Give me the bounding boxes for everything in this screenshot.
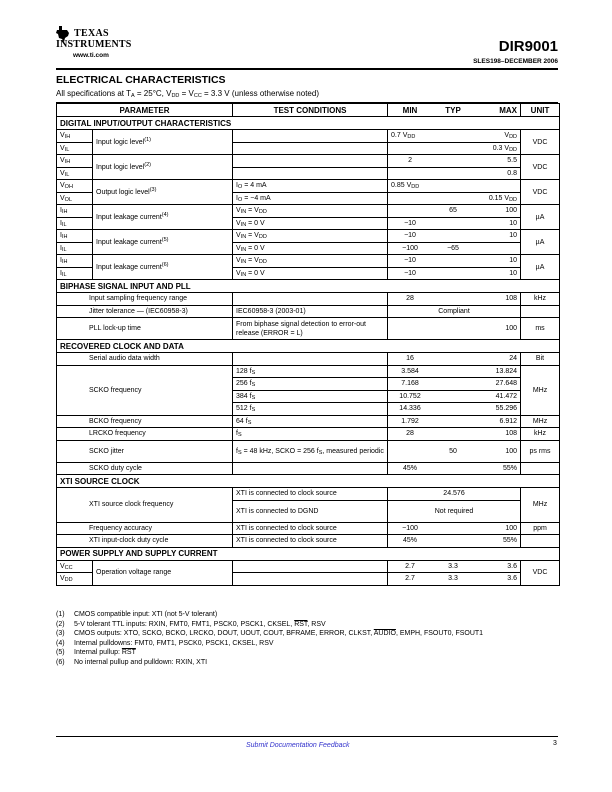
footnote: (4) Internal pulldowns: FMT0, FMT1, PSCK0, PSCK1, CKSEL, RSV <box>56 639 274 647</box>
logo-instruments: INSTRUMENTS <box>56 39 132 50</box>
values: −10 10 <box>388 230 521 243</box>
table-row <box>57 488 560 501</box>
parameter: SCKO jitter <box>57 440 233 462</box>
table-row <box>57 560 560 573</box>
footer-rule <box>56 736 558 737</box>
test-condition: 64 $f_S$ <box>233 415 388 428</box>
test-condition: 512 $f_S$ <box>233 403 388 416</box>
table-row <box>57 353 560 366</box>
col-header-unit: UNIT <box>521 104 560 117</box>
test-condition: $V_{IN} = 0$ V <box>233 217 388 230</box>
parameter: Input logic level$^{(2)}$ <box>93 155 233 180</box>
symbol: $V_{IH}$ <box>57 155 93 168</box>
test-condition: $f_S = 48$ kHz, SCKO = 256 $f_S$, measured periodic <box>233 440 388 462</box>
unit: ps rms <box>521 440 560 462</box>
submit-feedback-link[interactable]: Submit Documentation Feedback <box>246 742 350 749</box>
footnote: (1) CMOS compatible input: XTI (not 5-V tolerant) <box>56 611 218 618</box>
table-row <box>57 255 560 268</box>
values: 0.3 $V_{DD}$ <box>388 142 521 155</box>
unit: VDC <box>521 560 560 585</box>
parameter: SCKO duty cycle <box>57 462 233 475</box>
values: Not required <box>388 500 521 522</box>
values: 7.168 27.648 <box>388 378 521 391</box>
test-condition: From biphase signal detection to error-out release (ERROR = L) <box>233 318 388 340</box>
test-condition: $V_{IN} = V_{DD}$ <box>233 255 388 268</box>
table-row <box>57 462 560 475</box>
symbol: $V_{IH}$ <box>57 130 93 143</box>
values: −100 −65 <box>388 242 521 255</box>
section-row-xti: XTI SOURCE CLOCK <box>57 475 560 488</box>
table-row <box>57 440 560 462</box>
values: −10 10 <box>388 255 521 268</box>
electrical-characteristics-table <box>56 103 560 586</box>
footnote: (5) Internal pullup: $\overline{RST}$ <box>56 649 136 656</box>
table-row <box>57 130 560 143</box>
test-condition: $I_O = 4$ mA <box>233 180 388 193</box>
section-row-recovered: RECOVERED CLOCK AND DATA <box>57 340 560 353</box>
values: 10.752 41.472 <box>388 390 521 403</box>
test-condition: 256 $f_S$ <box>233 378 388 391</box>
section-row-digital: DIGITAL INPUT/OUTPUT CHARACTERISTICS <box>57 117 560 130</box>
values: Compliant <box>388 305 521 318</box>
logo-texas: TEXAS <box>74 28 109 39</box>
values: 0.85 $V_{DD}$ <box>388 180 521 193</box>
unit: MHz <box>521 365 560 415</box>
values: 28 108 <box>388 293 521 306</box>
col-header-min: MIN <box>402 105 418 115</box>
values: 24.576 <box>388 488 521 501</box>
test-condition <box>233 560 388 573</box>
unit <box>521 305 560 318</box>
values: 45% 55% <box>388 535 521 548</box>
table-row <box>57 230 560 243</box>
parameter: Input sampling frequency range <box>57 293 233 306</box>
parameter: PLL lock-up time <box>57 318 233 340</box>
page-number: 3 <box>553 740 557 747</box>
values: 50 100 <box>388 440 521 462</box>
values: −10 10 <box>388 267 521 280</box>
test-condition: $f_S$ <box>233 428 388 441</box>
parameter: Frequency accuracy <box>57 522 233 535</box>
test-condition: $V_{IN} = V_{DD}$ <box>233 205 388 218</box>
symbol: $V_{IL}$ <box>57 167 93 180</box>
symbol: $I_{IL}$ <box>57 217 93 230</box>
unit <box>521 462 560 475</box>
test-condition: $V_{IN} = 0$ V <box>233 267 388 280</box>
table-row <box>57 180 560 193</box>
section-row-power: POWER SUPPLY AND SUPPLY CURRENT <box>57 547 560 560</box>
parameter: XTI source clock frequency <box>57 488 233 523</box>
unit: VDC <box>521 130 560 155</box>
symbol: $I_{IH}$ <box>57 230 93 243</box>
col-header-test-conditions: TEST CONDITIONS <box>233 104 388 117</box>
symbol: $I_{IH}$ <box>57 255 93 268</box>
test-condition <box>233 155 388 168</box>
col-header-typ: TYP <box>445 105 461 115</box>
spec-conditions-note: All specifications at $T_A = 25^\circ C$, $V_{DD} = V_{CC} = 3.3$ V (unless otherwise noted) <box>56 89 319 99</box>
symbol: $V_{DD}$ <box>57 573 93 586</box>
values: 100 <box>388 318 521 340</box>
test-condition <box>233 142 388 155</box>
test-condition <box>233 130 388 143</box>
test-condition: $I_O = -4$ mA <box>233 192 388 205</box>
unit: µA <box>521 230 560 255</box>
footnotes <box>56 610 483 667</box>
section-title: ELECTRICAL CHARACTERISTICS <box>56 74 226 86</box>
test-condition <box>233 167 388 180</box>
col-header-values <box>388 104 521 117</box>
values: 2.7 3.3 3.6 <box>388 573 521 586</box>
symbol: $I_{IH}$ <box>57 205 93 218</box>
footnote: (3) CMOS outputs: XTO, SCKO, BCKO, LRCKO, DOUT, UOUT, COUT, BFRAME, ERROR, CLKST, AUDIO, EMPH, FSOUT0, FSOUT1 <box>56 630 484 637</box>
test-condition <box>233 462 388 475</box>
table-row <box>57 318 560 340</box>
test-condition <box>233 573 388 586</box>
test-condition <box>233 293 388 306</box>
parameter: Input logic level$^{(1)}$ <box>93 130 233 155</box>
parameter: Output logic level$^{(3)}$ <box>93 180 233 205</box>
parameter: BCKO frequency <box>57 415 233 428</box>
unit: µA <box>521 255 560 280</box>
table-row <box>57 415 560 428</box>
symbol: $V_{CC}$ <box>57 560 93 573</box>
parameter: Jitter tolerance — (IEC60958-3) <box>57 305 233 318</box>
table-row <box>57 155 560 168</box>
parameter: Operation voltage range <box>93 560 233 585</box>
test-condition: IEC60958-3 (2003-01) <box>233 305 388 318</box>
unit: ms <box>521 318 560 340</box>
test-condition: XTI is connected to clock source <box>233 522 388 535</box>
test-condition: $V_{IN} = 0$ V <box>233 242 388 255</box>
footnote: (6) No internal pullup and pulldown: RXIN, XTI <box>56 658 208 666</box>
table-row <box>57 535 560 548</box>
symbol: $V_{OH}$ <box>57 180 93 193</box>
logo-url[interactable]: www.ti.com <box>73 52 109 59</box>
table-row <box>57 293 560 306</box>
col-header-parameter: PARAMETER <box>57 104 233 117</box>
unit <box>521 535 560 548</box>
values: 45% 55% <box>388 462 521 475</box>
unit: Bit <box>521 353 560 366</box>
table-row <box>57 305 560 318</box>
symbol: $I_{IL}$ <box>57 242 93 255</box>
table-header-row <box>57 104 560 117</box>
values: 2.7 3.3 3.6 <box>388 560 521 573</box>
parameter: SCKO frequency <box>57 365 233 415</box>
parameter: Input leakage current$^{(4)}$ <box>93 205 233 230</box>
test-condition: 384 $f_S$ <box>233 390 388 403</box>
test-condition: XTI is connected to clock source <box>233 488 388 501</box>
values: 0.7 $V_{DD}$ $V_{DD}$ <box>388 130 521 143</box>
section-row-biphase: BIPHASE SIGNAL INPUT AND PLL <box>57 280 560 293</box>
ti-logo <box>56 26 136 64</box>
parameter: Input leakage current$^{(5)}$ <box>93 230 233 255</box>
values: 1.792 6.912 <box>388 415 521 428</box>
parameter: XTI input-clock duty cycle <box>57 535 233 548</box>
table-row <box>57 365 560 378</box>
values: −100 100 <box>388 522 521 535</box>
parameter: Serial audio data width <box>57 353 233 366</box>
unit: MHz <box>521 488 560 523</box>
unit: µA <box>521 205 560 230</box>
header-rule <box>56 68 558 70</box>
footnote: (2) 5-V tolerant TTL inputs: RXIN, FMT0, FMT1, PSCK0, PSCK1, CKSEL, $\overline{RST}$, RSV <box>56 620 326 628</box>
table-row <box>57 428 560 441</box>
test-condition: XTI is connected to clock source <box>233 535 388 548</box>
table-row <box>57 522 560 535</box>
unit: ppm <box>521 522 560 535</box>
values: 28 108 <box>388 428 521 441</box>
symbol: $I_{IL}$ <box>57 267 93 280</box>
values: 0.8 <box>388 167 521 180</box>
unit: kHz <box>521 428 560 441</box>
values: −10 10 <box>388 217 521 230</box>
test-condition: XTI is connected to DGND <box>233 500 388 522</box>
test-condition: $V_{IN} = V_{DD}$ <box>233 230 388 243</box>
col-header-max: MAX <box>499 105 518 115</box>
test-condition: 128 $f_S$ <box>233 365 388 378</box>
test-condition <box>233 353 388 366</box>
values: 2 5.5 <box>388 155 521 168</box>
symbol: $V_{IL}$ <box>57 142 93 155</box>
values: 14.336 55.296 <box>388 403 521 416</box>
literature-number: SLES198–DECEMBER 2006 <box>473 58 558 65</box>
table-row <box>57 205 560 218</box>
unit: MHz <box>521 415 560 428</box>
parameter: LRCKO frequency <box>57 428 233 441</box>
values: 0.15 $V_{DD}$ <box>388 192 521 205</box>
symbol: $V_{OL}$ <box>57 192 93 205</box>
parameter: Input leakage current$^{(6)}$ <box>93 255 233 280</box>
values: 3.584 13.824 <box>388 365 521 378</box>
values: 16 24 <box>388 353 521 366</box>
unit: VDC <box>521 180 560 205</box>
document-id: DIR9001 <box>498 38 558 55</box>
unit: kHz <box>521 293 560 306</box>
unit: VDC <box>521 155 560 180</box>
values: 65 100 <box>388 205 521 218</box>
